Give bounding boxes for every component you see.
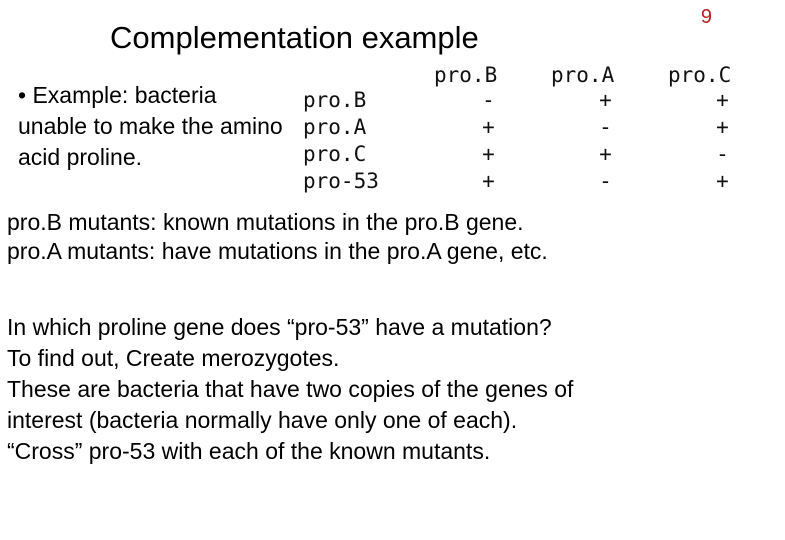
text-line: interest (bacteria normally have only one of each).: [7, 407, 518, 433]
table-cell: +: [716, 115, 729, 139]
table-row: [303, 87, 785, 114]
column-header: pro.C: [668, 63, 732, 87]
table-cell: -: [482, 88, 495, 112]
table-row: [303, 141, 785, 168]
table-cell: +: [482, 169, 495, 193]
complementation-table: [303, 62, 785, 195]
table-cell: +: [599, 142, 612, 166]
text-line: To find out, Create merozygotes.: [7, 345, 340, 371]
row-label: pro.A: [303, 115, 367, 139]
table-cell: -: [599, 115, 612, 139]
text-line: pro.A mutants: have mutations in the pro.A gene, etc.: [7, 238, 548, 264]
text-line: “Cross” pro-53 with each of the known mutants.: [7, 438, 491, 464]
mutants-paragraph: [7, 208, 548, 266]
row-label: pro.B: [303, 88, 367, 112]
text-line: These are bacteria that have two copies of the genes of: [7, 376, 574, 402]
row-label: pro.C: [303, 142, 367, 166]
table-cell: +: [716, 88, 729, 112]
table-cell: +: [716, 169, 729, 193]
column-header: pro.A: [551, 63, 615, 87]
text-line: In which proline gene does “pro-53” have a mutation?: [7, 314, 552, 340]
text-line: pro.B mutants: known mutations in the pro.B gene.: [7, 209, 524, 235]
example-bullet: • Example: bacteria unable to make the amino acid proline.: [18, 82, 283, 170]
table-cell: -: [599, 169, 612, 193]
question-paragraph: [7, 312, 717, 467]
table-row: [303, 114, 785, 141]
table-row: [303, 168, 785, 195]
table-cell: +: [482, 115, 495, 139]
column-header: pro.B: [434, 63, 498, 87]
slide-number: 9: [700, 6, 712, 28]
table-cell: +: [482, 142, 495, 166]
table-cell: +: [599, 88, 612, 112]
table-cell: -: [716, 142, 729, 166]
slide-title: Complementation example: [110, 20, 479, 55]
row-label: pro-53: [303, 169, 379, 193]
table-header-row: [303, 62, 785, 89]
